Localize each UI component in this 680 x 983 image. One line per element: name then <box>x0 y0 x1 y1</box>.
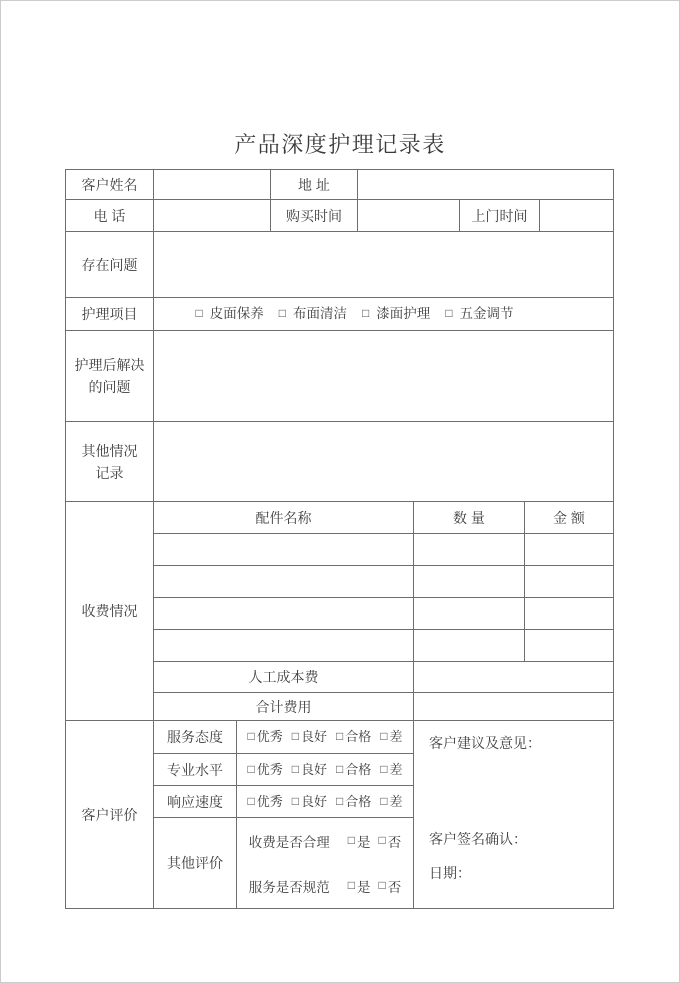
date-label: 日期： <box>429 865 471 881</box>
charges-subtable <box>154 502 613 720</box>
other-evaluation-items <box>237 818 413 908</box>
charges-row-2 <box>154 566 613 598</box>
column-header-accessory: 配件名称 <box>154 502 414 533</box>
amount-input[interactable] <box>525 630 613 661</box>
care-items-label: 护理项目 <box>66 298 154 330</box>
rating-good[interactable]: □ 良好 <box>291 729 327 744</box>
rating-options <box>237 786 413 817</box>
customer-feedback-cell[interactable] <box>414 721 613 908</box>
checkbox-icon: □ <box>291 793 299 808</box>
address-label: 地 址 <box>271 170 358 199</box>
other-records-input[interactable] <box>154 422 613 501</box>
rating-good[interactable]: □ 良好 <box>291 793 327 809</box>
rating-excellent[interactable]: □ 优秀 <box>247 761 283 777</box>
rating-poor[interactable]: □ 差 <box>380 761 403 777</box>
accessory-name-input[interactable] <box>154 566 414 597</box>
care-option-label: 布面清洁 <box>293 306 347 321</box>
care-option-hardware[interactable] <box>445 304 513 324</box>
checkbox-icon: □ <box>445 306 453 320</box>
care-option-label: 五金调节 <box>459 306 514 321</box>
care-option-paint[interactable] <box>362 304 430 324</box>
criterion-response-speed <box>154 786 413 818</box>
accessory-name-input[interactable] <box>154 534 414 565</box>
row-customer-address <box>66 170 613 200</box>
fee-reasonable-yes[interactable]: □ 是 <box>347 832 371 850</box>
service-standard-question: 服务是否规范 <box>248 879 330 895</box>
rating-pass[interactable]: □ 合格 <box>336 761 372 777</box>
rating-poor[interactable]: □ 差 <box>380 729 403 744</box>
phone-input[interactable] <box>154 200 271 231</box>
care-items-options <box>154 298 613 330</box>
evaluation-label: 客户评价 <box>66 721 154 908</box>
criterion-professional-level <box>154 754 413 786</box>
rating-options <box>237 754 413 785</box>
column-header-qty: 数 量 <box>414 502 525 533</box>
rating-pass[interactable]: □ 合格 <box>336 793 372 809</box>
phone-label: 电 话 <box>66 200 154 231</box>
checkbox-icon: □ <box>247 793 255 808</box>
criterion-service-attitude <box>154 721 413 754</box>
criterion-other <box>154 818 413 908</box>
total-cost-input[interactable] <box>414 693 613 720</box>
charges-header-row <box>154 502 613 534</box>
total-cost-row <box>154 693 613 720</box>
checkbox-icon: □ <box>291 761 299 776</box>
rating-poor[interactable]: □ 差 <box>380 793 403 809</box>
suggestions-label: 客户建议及意见： <box>429 735 541 751</box>
checkbox-icon: □ <box>362 306 370 320</box>
amount-input[interactable] <box>525 598 613 629</box>
column-header-amount: 金 额 <box>553 509 585 526</box>
visit-time-input[interactable] <box>540 200 613 231</box>
checkbox-icon: □ <box>336 729 344 743</box>
quantity-input[interactable] <box>414 566 525 597</box>
checkbox-icon: □ <box>380 729 388 743</box>
care-option-fabric[interactable] <box>279 304 347 324</box>
rating-options <box>237 721 413 753</box>
quantity-input[interactable] <box>414 534 525 565</box>
rating-good[interactable]: □ 良好 <box>291 761 327 777</box>
existing-problems-label: 存在问题 <box>66 232 154 297</box>
charges-row-1 <box>154 534 613 566</box>
amount-input[interactable] <box>525 566 613 597</box>
service-standard-no[interactable]: □ 否 <box>378 877 402 895</box>
section-evaluation <box>66 721 613 908</box>
rating-excellent[interactable]: □ 优秀 <box>247 729 283 744</box>
checkbox-icon: □ <box>195 306 203 320</box>
fee-reasonable-row <box>237 818 413 863</box>
visit-time-label: 上门时间 <box>460 200 540 231</box>
criterion-label: 响应速度 <box>154 786 237 817</box>
quantity-input[interactable] <box>414 630 525 661</box>
evaluation-criteria <box>154 721 414 908</box>
criterion-label: 服务态度 <box>154 721 237 753</box>
row-phone-times <box>66 200 613 232</box>
other-records-label: 其他情况 记录 <box>66 422 154 501</box>
row-solved-problems <box>66 331 613 422</box>
checkbox-icon: □ <box>378 832 386 847</box>
other-evaluation-label: 其他评价 <box>154 818 237 908</box>
rating-excellent[interactable]: □ 优秀 <box>247 793 283 809</box>
labor-cost-input[interactable] <box>414 662 613 692</box>
fee-reasonable-no[interactable]: □ 否 <box>378 832 402 850</box>
section-charges <box>66 502 613 721</box>
row-other-records <box>66 422 613 502</box>
checkbox-icon: □ <box>336 761 344 776</box>
checkbox-icon: □ <box>291 729 299 743</box>
fee-reasonable-question: 收费是否合理 <box>248 834 330 850</box>
purchase-time-input[interactable] <box>358 200 460 231</box>
charges-label: 收费情况 <box>66 502 154 720</box>
labor-cost-row <box>154 662 613 693</box>
address-input[interactable] <box>358 170 613 199</box>
total-cost-label: 合计费用 <box>154 693 414 720</box>
checkbox-icon: □ <box>247 761 255 776</box>
charges-row-3 <box>154 598 613 630</box>
checkbox-icon: □ <box>247 729 255 743</box>
labor-cost-label: 人工成本费 <box>154 662 414 692</box>
checkbox-icon: □ <box>347 877 355 892</box>
accessory-name-input[interactable] <box>154 598 414 629</box>
form-table <box>65 169 614 909</box>
checkbox-icon: □ <box>380 793 388 808</box>
service-standard-yes[interactable]: □ 是 <box>347 877 371 895</box>
signature-label: 客户签名确认： <box>429 831 527 847</box>
purchase-time-label: 购买时间 <box>271 200 358 231</box>
existing-problems-input[interactable] <box>154 232 613 297</box>
criterion-label: 专业水平 <box>154 754 237 785</box>
accessory-name-input[interactable] <box>154 630 414 661</box>
care-option-leather[interactable] <box>196 304 264 324</box>
charges-row-4 <box>154 630 613 662</box>
service-standard-row <box>237 863 413 908</box>
checkbox-icon: □ <box>380 761 388 776</box>
solved-problems-label: 护理后解决 的问题 <box>66 331 154 421</box>
checkbox-icon: □ <box>278 306 286 320</box>
checkbox-icon: □ <box>347 832 355 847</box>
quantity-input[interactable] <box>414 598 525 629</box>
row-existing-problems <box>66 232 613 298</box>
customer-name-input[interactable] <box>154 170 271 199</box>
row-care-items <box>66 298 613 331</box>
amount-input[interactable] <box>525 534 613 565</box>
rating-pass[interactable]: □ 合格 <box>336 729 372 744</box>
care-option-label: 漆面护理 <box>376 306 431 321</box>
solved-problems-input[interactable] <box>154 331 613 421</box>
checkbox-icon: □ <box>378 877 386 892</box>
page-title: 产品深度护理记录表 <box>234 132 446 157</box>
checkbox-icon: □ <box>336 793 344 808</box>
care-option-label: 皮面保养 <box>209 306 264 321</box>
customer-name-label: 客户姓名 <box>66 170 154 199</box>
